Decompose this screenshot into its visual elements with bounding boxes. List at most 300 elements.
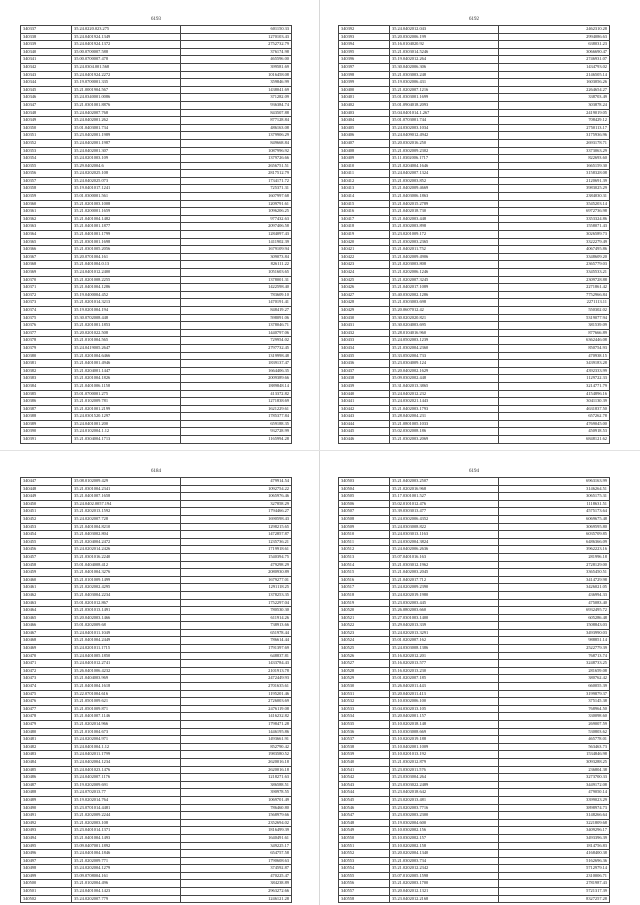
table-row [21,629,292,637]
row-id-cell: 340501 [21,888,72,896]
code-cell: 35.20.0302016.250 [390,139,499,147]
row-id-cell: 340390 [21,428,72,436]
row-id-cell: 340503 [339,478,390,486]
row-id-cell: 340475 [21,690,72,698]
row-id-cell: 340448 [21,485,72,493]
code-cell: 35.21.0401004.2449 [72,637,181,645]
row-id-cell: 340403 [339,109,390,117]
table-row [339,405,610,413]
code-cell: 35.19.0202009.691 [72,781,181,789]
code-cell: 35.21.0401004.0.13 [72,261,181,269]
code-cell: 35.28.0104016.960 [390,329,499,337]
row-id-cell: 340520 [339,607,390,615]
table-row [339,413,610,421]
amount-cell: 359846.99 [181,79,292,87]
table-row [339,314,610,322]
code-cell: 35.23.0202003.7716 [390,804,499,812]
amount-cell: 3348609.20 [499,253,610,261]
amount-cell: 1218271.63 [181,774,292,782]
amount-cell: 936384.74 [181,101,292,109]
row-id-cell: 340471 [21,660,72,668]
amount-cell: 1434793.02 [499,63,610,71]
row-id-cell: 340344 [21,79,72,87]
row-id-cell: 340370 [21,276,72,284]
row-id-cell: 340513 [339,553,390,561]
code-cell: 35.24.0702013.77 [72,789,181,797]
row-id-cell: 340398 [339,71,390,79]
row-id-cell: 340340 [21,48,72,56]
code-cell: 35.01.0202009.68 [72,622,181,630]
amount-cell: 1719918.61 [181,546,292,554]
table-row [339,652,610,660]
table-row [21,713,292,721]
row-id-cell: 340510 [339,531,390,539]
code-cell: 35.19.0302006.431 [390,79,499,87]
table-row [339,523,610,531]
table-row [21,177,292,185]
panel-top-left [20,14,292,444]
row-id-cell: 340450 [21,500,72,508]
table-row [21,63,292,71]
amount-cell: 1378253.35 [181,591,292,599]
amount-cell: 4631837.50 [499,405,610,413]
table-row [21,888,292,896]
amount-cell: 1540394.75 [181,553,292,561]
amount-cell: 2752732.79 [181,41,292,49]
table-row [21,185,292,193]
amount-cell: 475083.40 [499,599,610,607]
code-cell: 35.21.0201008.2255 [72,276,181,284]
amount-cell: 386588.51 [181,781,292,789]
row-id-cell: 340361 [21,208,72,216]
code-cell: 35.24.0202009.2390 [390,584,499,592]
table-row [21,428,292,436]
table-row [339,337,610,345]
row-id-cell: 340519 [339,599,390,607]
amount-cell: 1298215.65 [181,523,292,531]
amount-cell: 2384030.31 [499,193,610,201]
amount-cell: 3373063.29 [499,147,610,155]
code-cell: 35.24.0402007.1324 [390,170,499,178]
code-cell: 35.24.0401005.1850 [72,652,181,660]
row-id-cell: 340512 [339,546,390,554]
code-cell: 35.20.0402001.157 [390,713,499,721]
table-row [21,162,292,170]
amount-cell: 6362446.08 [499,337,610,345]
amount-cell: 1794466.27 [181,508,292,516]
amount-cell: 822693.60 [499,155,610,163]
table-row [339,728,610,736]
code-cell: 35.24.0401924.1349 [72,33,181,41]
row-id-cell: 340491 [21,812,72,820]
code-cell: 35.01.0303001.1699 [390,94,499,102]
code-cell: 35.19.0201004.194 [72,306,181,314]
row-id-cell: 340392 [339,26,390,34]
code-cell: 35.01.0202007.185 [390,675,499,683]
amount-cell: 479914.54 [181,478,292,486]
table-row [339,269,610,277]
code-cell: 35.24.0302021.1443 [390,398,499,406]
amount-cell: 826111.22 [181,261,292,269]
table-row [21,124,292,132]
table-row [21,329,292,337]
row-id-cell: 340436 [339,360,390,368]
amount-cell: 1291118.25 [181,584,292,592]
amount-cell: 932728.99 [181,428,292,436]
code-cell: 35.10.0202019.188 [390,736,499,744]
code-cell: 35.21.0202012.2342 [390,865,499,873]
row-id-cell: 340412 [339,177,390,185]
table-row [21,26,292,34]
code-cell: 35.19.0402012.264 [390,56,499,64]
row-id-cell: 340435 [339,352,390,360]
row-id-cell: 340481 [21,736,72,744]
row-id-cell: 340507 [339,508,390,516]
table-row [21,344,292,352]
table-row [21,485,292,493]
code-cell: 35.21.0401006.1158 [72,382,181,390]
row-id-cell: 340353 [21,147,72,155]
table-row [339,804,610,812]
table-row [339,284,610,292]
code-cell: 35.26.0402011.443 [390,683,499,691]
table-row [339,500,610,508]
row-id-cell: 340397 [339,63,390,71]
table-row [339,705,610,713]
panel-title: 6193 [151,17,161,22]
code-cell: 35.24.0202019.1980 [390,591,499,599]
table-row [21,819,292,827]
amount-cell: 3065175.31 [499,493,610,501]
table-row [21,360,292,368]
amount-cell: 5162696.36 [499,857,610,865]
code-cell: 35.24.0401012.2400 [72,269,181,277]
amount-cell: 598091.06 [181,314,292,322]
code-cell: 35.21.0402003.2507 [390,478,499,486]
row-id-cell: 340373 [21,299,72,307]
row-id-cell: 340529 [339,675,390,683]
table-row [21,170,292,178]
table-row [339,888,610,896]
table-row [339,177,610,185]
row-id-cell: 340441 [339,398,390,406]
table-row [21,413,292,421]
row-id-cell: 340358 [21,185,72,193]
row-id-cell: 340482 [21,743,72,751]
amount-cell: 2120691.39 [499,177,610,185]
code-cell: 35.21.0401007.1146 [72,713,181,721]
table-row [339,827,610,835]
amount-cell: 1422598.40 [181,284,292,292]
amount-cell: 465596.00 [181,56,292,64]
table-row [339,276,610,284]
amount-cell: 1379906.29 [181,132,292,140]
amount-cell: 3146264.51 [499,485,610,493]
amount-cell: 1664406.35 [181,367,292,375]
code-cell: 35.21.0202002.4295 [72,584,181,592]
table-row [339,493,610,501]
row-id-cell: 340493 [21,827,72,835]
code-cell: 35.24.0202014.2426 [72,546,181,554]
code-cell: 35.10.0202018.148 [390,721,499,729]
code-cell: 35.24.0301520.1297 [72,413,181,421]
table-row [339,48,610,56]
row-id-cell: 340526 [339,652,390,660]
code-cell: 35.21.0402003.2045 [390,569,499,577]
amount-cell: 1246121.28 [181,895,292,903]
row-id-cell: 340531 [339,690,390,698]
amount-cell: 5319077.94 [499,314,610,322]
amount-cell: 977432.63 [181,215,292,223]
table-row [339,690,610,698]
amount-cell: 6035709.85 [499,531,610,539]
table-row [21,33,292,41]
amount-cell: 269007.59 [499,721,610,729]
code-cell: 35.10.0303008.669 [390,728,499,736]
code-cell: 35.24.0220.023.275 [72,26,181,34]
table-row [21,276,292,284]
amount-cell: 6848121.62 [499,436,610,444]
row-id-cell: 340497 [21,857,72,865]
code-cell: 35.24.0303008.1386 [390,645,499,653]
row-id-cell: 340460 [21,576,72,584]
amount-cell: 877666.89 [499,329,610,337]
code-cell: 35.31.0402013.3865 [390,382,499,390]
row-id-cell: 340456 [21,546,72,554]
amount-cell: 2746931.07 [499,56,610,64]
table-row [21,645,292,653]
table-row [21,622,292,630]
row-id-cell: 340342 [21,63,72,71]
row-id-cell: 340483 [21,751,72,759]
amount-cell: 303878.24 [499,101,610,109]
row-id-cell: 340473 [21,675,72,683]
amount-cell: 2994086.63 [499,33,610,41]
amount-cell: 380762.42 [499,675,610,683]
amount-cell: 1470191.41 [181,299,292,307]
row-id-cell: 340356 [21,170,72,178]
amount-cell: 2750113.17 [499,124,610,132]
row-id-cell: 340376 [21,322,72,330]
amount-cell: 1790608.63 [181,857,292,865]
table-row [339,819,610,827]
row-id-cell: 340552 [339,850,390,858]
table-row [21,667,292,675]
amount-cell: 3449172.08 [499,781,610,789]
amount-cell: 399581.69 [181,63,292,71]
row-id-cell: 340496 [21,850,72,858]
table-row [339,26,610,34]
table-row [339,375,610,383]
amount-cell: 1814756.83 [499,842,610,850]
code-cell: 35.24.0401012.2741 [72,660,181,668]
table-row [21,872,292,880]
amount-cell: 374592.87 [181,865,292,873]
table-row [21,758,292,766]
code-cell: 35.24.0202013.3291 [390,629,499,637]
amount-cell: 1534846.98 [499,751,610,759]
amount-cell: 384238.89 [181,880,292,888]
code-cell: 35.20.0302006.199 [390,33,499,41]
row-id-cell: 340431 [339,322,390,330]
table-row [339,420,610,428]
code-cell: 35.21.0302009.2302 [390,147,499,155]
code-cell: 35.23.0202013.481 [390,796,499,804]
row-id-cell: 340511 [339,538,390,546]
table-row [21,299,292,307]
row-id-cell: 340487 [21,781,72,789]
table-row [339,390,610,398]
code-cell: 35.19.0700001.335 [72,79,181,87]
row-id-cell: 340494 [21,834,72,842]
row-id-cell: 340495 [21,842,72,850]
row-id-cell: 340379 [21,344,72,352]
code-cell: 35.23.0303004.264 [390,774,499,782]
table-row [339,538,610,546]
table-row [339,485,610,493]
code-cell: 35.24.0201011.1715 [72,645,181,653]
row-id-cell: 340371 [21,284,72,292]
row-id-cell: 340509 [339,523,390,531]
row-id-cell: 340515 [339,569,390,577]
code-cell: 35.27.0301003.1400 [390,614,499,622]
table-row [339,660,610,668]
amount-cell: 651978.44 [181,629,292,637]
amount-cell: 2352694.02 [181,819,292,827]
amount-cell: 3545203.14 [499,200,610,208]
amount-cell: 2656751.51 [181,162,292,170]
amount-cell: 1508843.03 [499,622,610,630]
code-cell: 35.01.0904018.2093 [390,101,499,109]
row-id-cell: 340535 [339,721,390,729]
amount-cell: 786614.44 [181,637,292,645]
table-row [339,736,610,744]
row-id-cell: 340341 [21,56,72,64]
code-cell: 35.21.0402015.2789 [390,200,499,208]
row-id-cell: 340556 [339,880,390,888]
code-cell: 35.19.0400004.452 [72,291,181,299]
code-cell: 35.21.0301016.2240 [72,553,181,561]
code-cell: 35.21.0403004.2234 [72,591,181,599]
table-row [21,231,292,239]
table-row [339,781,610,789]
row-id-cell: 340555 [339,872,390,880]
code-cell: 35.21.0202007.3245 [390,276,499,284]
row-id-cell: 340521 [339,614,390,622]
amount-cell: 470938.15 [499,352,610,360]
table-row [21,827,292,835]
code-cell: 35.24.0402001.307 [72,147,181,155]
code-cell: 35.24.0202025.108 [72,170,181,178]
table-row [21,215,292,223]
row-id-cell: 340464 [21,607,72,615]
table-row [339,41,610,49]
table-row [339,147,610,155]
table-row [339,208,610,216]
code-cell: 35.24.0401924.2272 [72,71,181,79]
code-cell: 35.24.0304.001.568 [72,63,181,71]
amount-cell: 1065976.46 [181,493,292,501]
row-id-cell: 340474 [21,683,72,691]
row-id-cell: 340489 [21,796,72,804]
amount-cell: 708429.12 [499,117,610,125]
table-row [21,420,292,428]
code-cell: 35.24.0409012.4942 [390,132,499,140]
table-row [339,880,610,888]
row-id-cell: 340558 [339,895,390,903]
table-row [21,599,292,607]
table-row [21,614,292,622]
code-cell: 35.21.0102009.781 [72,398,181,406]
table-row [339,109,610,117]
code-cell: 35.21.0202003.1700 [390,880,499,888]
table-row [339,33,610,41]
amount-cell: 3493396.39 [499,834,610,842]
row-id-cell: 340440 [339,390,390,398]
row-id-cell: 340466 [21,622,72,630]
row-id-cell: 340443 [339,413,390,421]
row-id-cell: 340362 [21,215,72,223]
code-cell: 35.04.0401014.1.267 [390,109,499,117]
row-id-cell: 340551 [339,842,390,850]
row-id-cell: 340524 [339,637,390,645]
row-id-cell: 340533 [339,705,390,713]
amount-cell: 1889848.14 [181,382,292,390]
table-row [21,291,292,299]
table-row [21,850,292,858]
amount-cell: 1319998.48 [181,352,292,360]
code-cell: 35.21.0402017.712 [390,576,499,584]
code-cell: 35.28.0402004.231 [390,413,499,421]
row-id-cell: 340437 [339,367,390,375]
code-cell: 35.19.0401017.1241 [72,185,181,193]
amount-cell: 1607997.68 [181,193,292,201]
row-id-cell: 340536 [339,728,390,736]
row-id-cell: 340468 [21,637,72,645]
code-cell: 35.22.0701004.616 [72,690,181,698]
code-cell: 35.00.0700007.588 [72,48,181,56]
table-row [21,269,292,277]
amount-cell: 660055.39 [499,683,610,691]
amount-cell: 877128.84 [181,117,292,125]
amount-cell: 2693178.71 [499,139,610,147]
code-cell: 35.23.0303022.2489 [390,781,499,789]
amount-cell: 550302.02 [499,306,610,314]
code-cell: 35.24.0401023.1476 [72,766,181,774]
amount-cell: 2781987.43 [499,880,610,888]
panel-title: 6184 [151,469,161,474]
code-cell: 35.09.0407001.1892 [72,842,181,850]
row-id-cell: 340367 [21,253,72,261]
amount-cell: 611914.26 [181,614,292,622]
row-id-cell: 340368 [21,261,72,269]
amount-cell: 450918.53 [499,428,610,436]
code-cell: 35.21.0301001.1698 [72,238,181,246]
code-cell: 35.40.0302002.1286 [390,291,499,299]
table-row [21,139,292,147]
code-cell: 35.24.0202004.1279 [72,865,181,873]
code-cell: 35.23.0402001.1989 [72,132,181,140]
table-row [21,561,292,569]
data-table [20,477,292,903]
code-cell: 35.21.0001904.567 [72,86,181,94]
amount-cell: 738913.66 [181,622,292,630]
row-id-cell: 340419 [339,231,390,239]
code-cell: 35.21.0302003.852 [390,177,499,185]
code-cell: 35.09.0708004.161 [72,872,181,880]
row-id-cell: 340532 [339,698,390,706]
table-row [339,584,610,592]
